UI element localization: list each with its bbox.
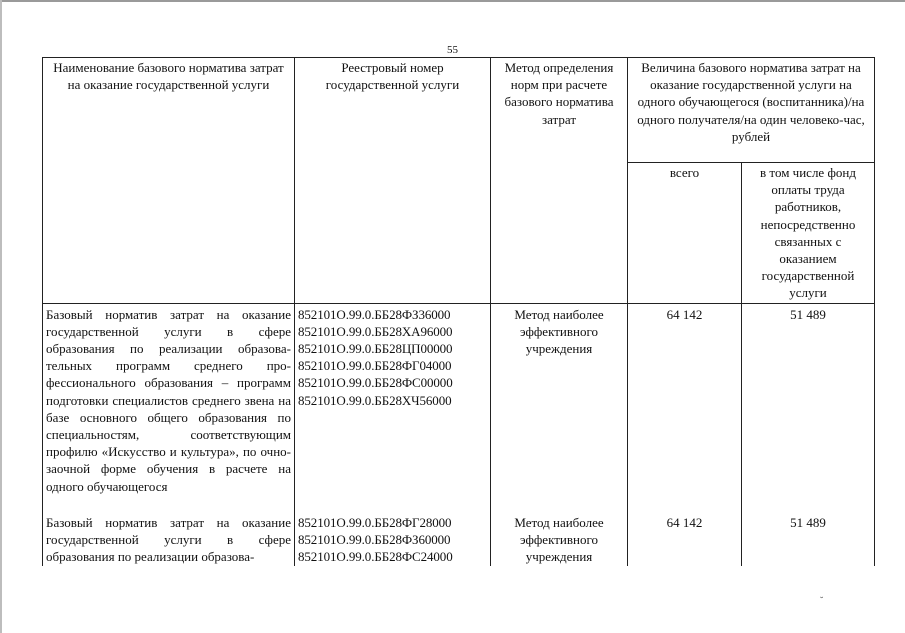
registry-code: 852101О.99.0.ББ28ФГ28000 [298, 514, 452, 530]
header-registry-number: Реестровый номер государственной услуги [295, 58, 491, 304]
header-method: Метод определения норм при расчете базового норматива затрат [491, 58, 628, 304]
wage-fund-value-cell: 51 489 [742, 303, 875, 505]
table-row [43, 303, 875, 505]
header-total: всего [628, 163, 742, 304]
header-norm-value: Величина базового норматива затрат на оказание государственной услуги на одного обучающегося (воспитанника)/на одного получателя/на один человеко-час, рублей [628, 58, 875, 163]
norm-name-cell: Базовый норматив затрат на оказание государственной услуги в сфере образования по реализации образова- [43, 505, 295, 567]
registry-code: 852101О.99.0.ББ28ХЧ56000 [298, 392, 452, 408]
scan-top-edge [0, 0, 905, 2]
registry-code: 852101О.99.0.ББ28ФС24000 [298, 549, 453, 565]
registry-code: 852101О.99.0.ББ28ЦП00000 [298, 341, 453, 357]
registry-codes-cell [295, 505, 491, 567]
wage-fund-value-cell: 51 489 [742, 505, 875, 567]
registry-code: 852101О.99.0.ББ28ФС00000 [298, 375, 453, 391]
method-cell: Метод наиболее эффективного учреждения [491, 505, 628, 567]
method-cell: Метод наиболее эффективного учреждения [491, 303, 628, 505]
scan-left-edge [0, 0, 2, 633]
norms-table [42, 57, 875, 566]
registry-codes-cell [295, 303, 491, 505]
norm-name-cell: Базовый норматив затрат на оказание государственной услуги в сфере образования по реализации образовательных программ среднего профессионального образования – программ подготовки специалистов среднего звена на базе основного общего образования по специальностям, соответствующим профилю «Искусство и культура», по очно-заочной форме обучения в расчете на одного обучающегося [43, 303, 295, 505]
header-norm-name: Наименование базового норматива затрат на оказание государственной услуги [43, 58, 295, 304]
registry-code: 852101О.99.0.ББ28ФГ04000 [298, 358, 452, 374]
registry-code: 852101О.99.0.ББ28ФЗ36000 [298, 306, 451, 322]
norms-table-container [42, 57, 874, 566]
total-value-cell: 64 142 [628, 505, 742, 567]
table-row [43, 505, 875, 567]
header-wage-fund: в том числе фонд оплаты труда работников, непосредственно связанных с оказанием государственной услуги [742, 163, 875, 304]
scan-mark: ˘ [820, 596, 824, 607]
registry-code: 852101О.99.0.ББ28ФЗ60000 [298, 532, 451, 548]
registry-code: 852101О.99.0.ББ28ХА96000 [298, 323, 453, 339]
page-number: 55 [447, 44, 458, 56]
total-value-cell: 64 142 [628, 303, 742, 505]
